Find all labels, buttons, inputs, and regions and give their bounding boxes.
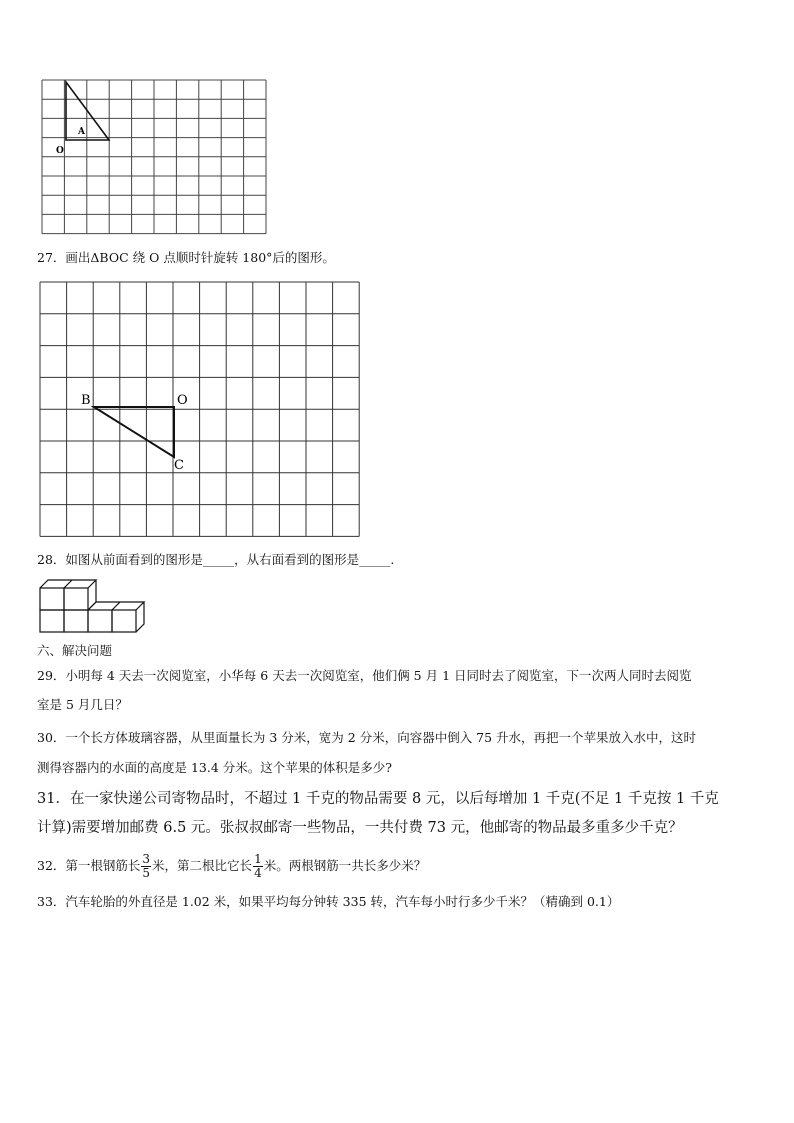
question-28: 28．如图从前面看到的图形是_____，从右面看到的图形是_____. [37, 552, 395, 567]
label-c: C [174, 458, 184, 473]
fraction-3-5: $\frac{3}{5}$ [142, 852, 151, 880]
q32-part-3: 米。两根钢筋一共长多少米？ [263, 858, 427, 873]
grid-1-lines [42, 80, 266, 234]
grid-2-lines [40, 282, 359, 536]
question-32 [37, 846, 426, 886]
question-33: 33．汽车轮胎的外直径是 1.02 米，如果平均每分钟转 335 转，汽车每小时行多少千米？（精确到 0.1） [37, 894, 620, 909]
question-29-line-1: 29．小明每 4 天去一次阅览室，小华每 6 天去一次阅览室，他们俩 5 月 1 日同时去了阅览室，下一次两人同时去阅览 [37, 668, 692, 683]
grid-figure-2 [39, 281, 363, 537]
label-a: A [78, 127, 85, 137]
question-30-line-2: 测得容器内的水面的高度是 13.4 分米。这个苹果的体积是多少? [37, 760, 392, 775]
q32-part-2: 米，第二根比它长 [152, 858, 253, 873]
question-31-line-2: 计算)需要增加邮费 6.5 元。张叔叔邮寄一些物品，一共付费 73 元，他邮寄的物品最多重多少千克？ [37, 820, 683, 836]
question-31-line-1: 31．在一家快递公司寄物品时，不超过 1 千克的物品需要 8 元，以后每增加 1 千克(不足 1 千克按 1 千克 [37, 791, 719, 807]
question-27: 27．画出ΔBOC 绕 O 点顺时针旋转 180°后的图形。 [37, 250, 335, 265]
label-o: O [56, 146, 64, 156]
question-29-line-2: 室是 5 月几日？ [37, 697, 128, 712]
cube-stack-figure [39, 578, 151, 636]
label-b: B [81, 393, 91, 408]
question-30-line-1: 30．一个长方体玻璃容器，从里面量长为 3 分米，宽为 2 分米，向容器中倒入 75 升水，再把一个苹果放入水中，这时 [37, 730, 697, 745]
section-6-title: 六、解决问题 [37, 643, 113, 658]
label-o: O [177, 393, 188, 408]
triangle-boc [94, 407, 174, 457]
triangle-figure-1 [66, 82, 109, 140]
grid-figure-1 [40, 78, 268, 236]
q32-part-1: 32．第一根钢筋长 [37, 858, 141, 873]
fraction-1-4: $\frac{1}{4}$ [254, 852, 262, 880]
